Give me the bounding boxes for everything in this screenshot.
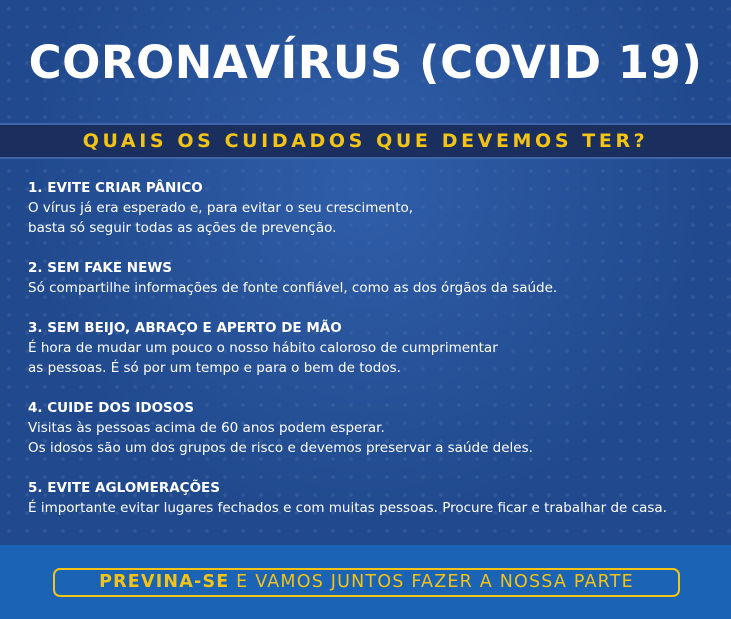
tips-list — [28, 178, 708, 538]
tip-text-line: O vírus já era esperado e, para evitar o seu crescimento, — [28, 200, 414, 216]
bottom-band — [0, 545, 731, 619]
tip-item — [28, 178, 708, 238]
subtitle-band — [0, 123, 731, 159]
tip-text-line: Só compartilhe informações de fonte confiável, como as dos órgãos da saúde. — [28, 280, 558, 296]
tip-title: 1. EVITE CRIAR PÂNICO — [28, 180, 203, 196]
poster-title: CORONAVÍRUS (COVID 19) — [28, 36, 703, 89]
tip-text-line: Os idosos são um dos grupos de risco e devemos preservar a saúde deles. — [28, 440, 533, 456]
tip-item — [28, 258, 708, 298]
tip-text-line: É hora de mudar um pouco o nosso hábito caloroso de cumprimentar — [28, 340, 498, 356]
tip-title: 4. CUIDE DOS IDOSOS — [28, 400, 194, 416]
tip-item — [28, 478, 708, 518]
poster-subtitle: QUAIS OS CUIDADOS QUE DEVEMOS TER? — [82, 130, 649, 152]
tip-item — [28, 398, 708, 458]
tip-text-line: basta só seguir todas as ações de prevenção. — [28, 220, 337, 236]
tip-title: 2. SEM FAKE NEWS — [28, 260, 172, 276]
tip-title: 5. EVITE AGLOMERAÇÕES — [28, 480, 220, 496]
tip-title: 3. SEM BEIJO, ABRAÇO E APERTO DE MÃO — [28, 320, 342, 336]
cta-banner — [53, 568, 680, 597]
tip-text-line: as pessoas. É só por um tempo e para o bem de todos. — [28, 360, 401, 376]
tip-text-line: Visitas às pessoas acima de 60 anos podem esperar. — [28, 420, 385, 436]
cta-highlight: PREVINA-SE — [99, 572, 230, 592]
tip-item — [28, 318, 708, 378]
tip-text-line: É importante evitar lugares fechados e com muitas pessoas. Procure ficar e trabalhar de casa. — [28, 500, 667, 516]
cta-text: E VAMOS JUNTOS FAZER A NOSSA PARTE — [229, 572, 634, 592]
